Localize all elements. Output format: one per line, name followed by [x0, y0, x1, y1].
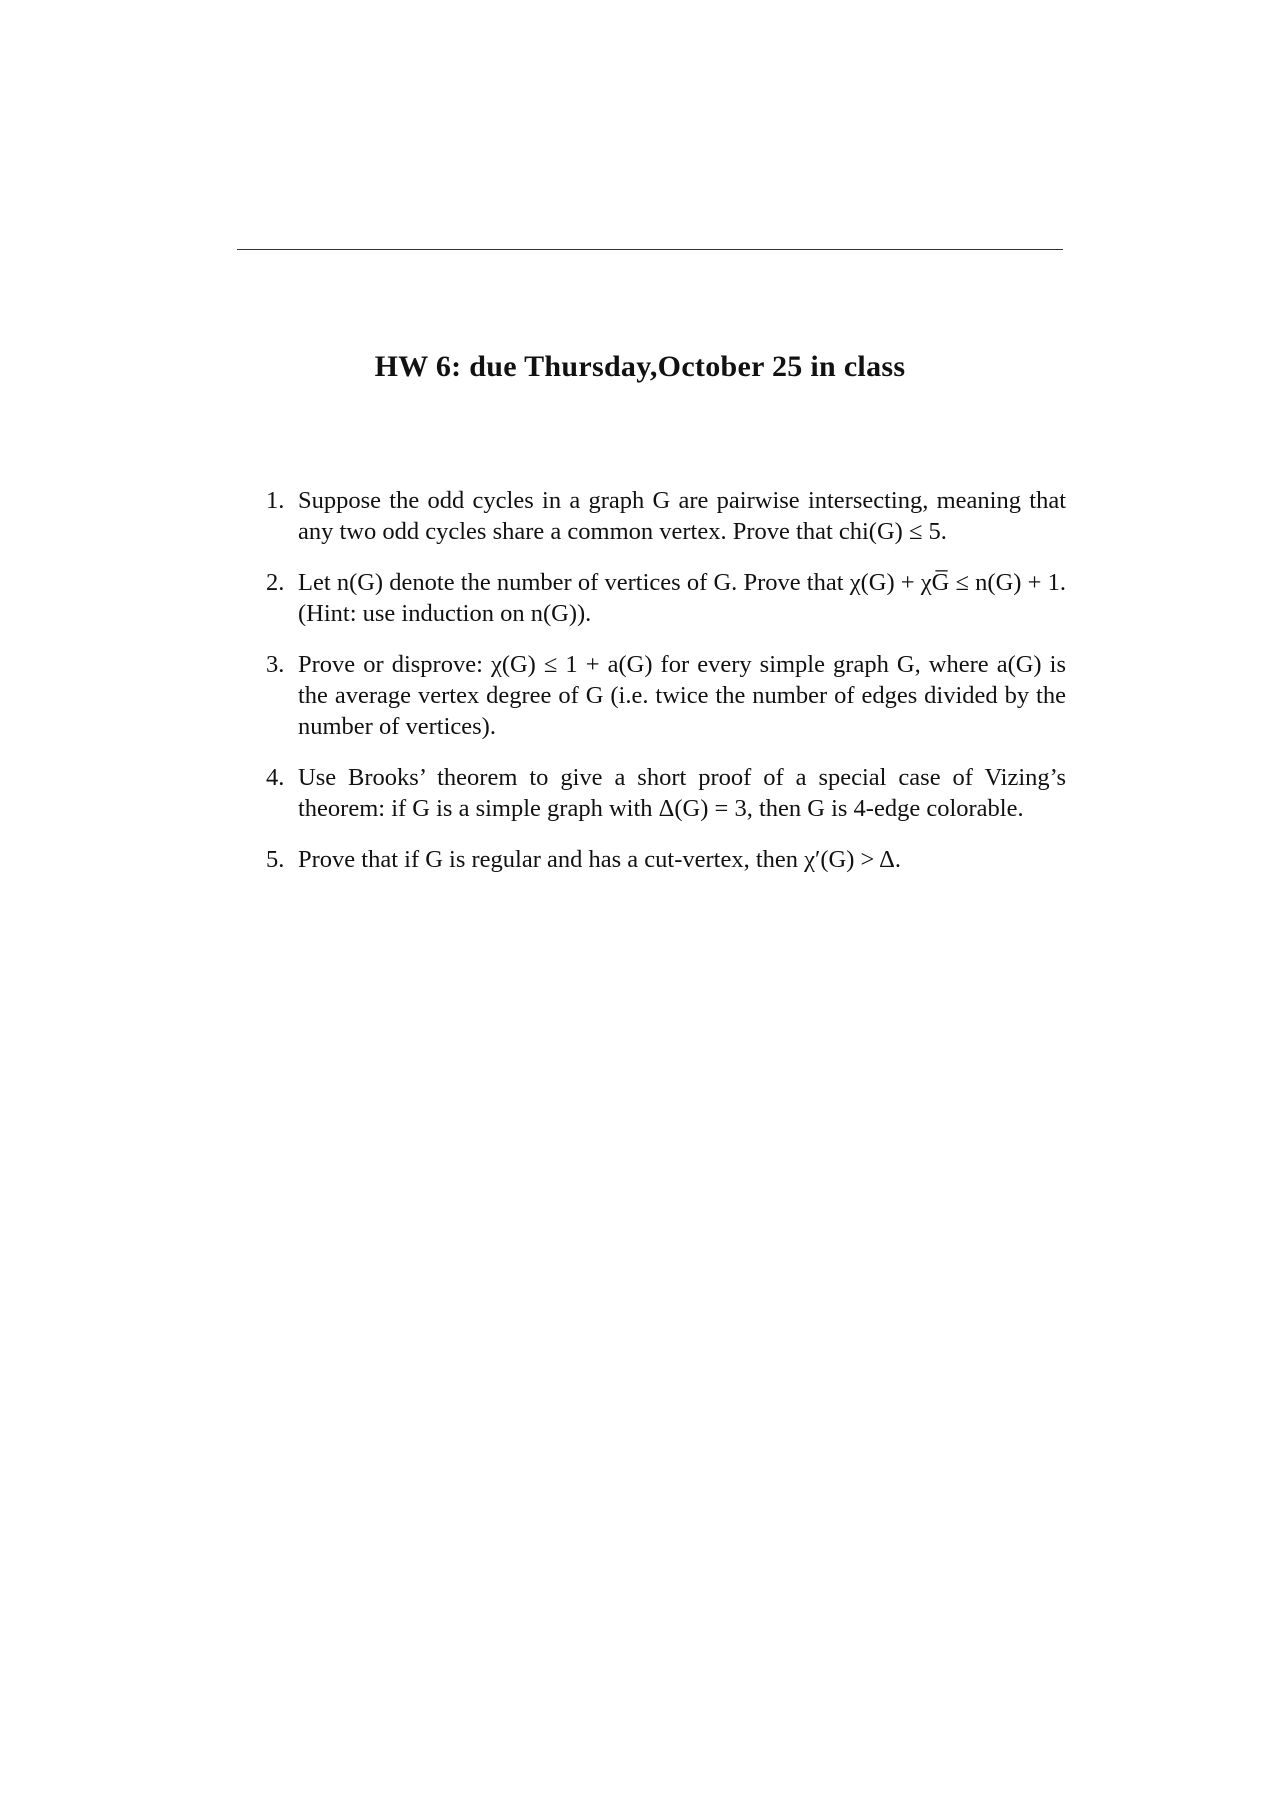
problem-text: Prove or disprove: χ(G) ≤ 1 + a(G) for every simple graph G, where a(G) is the average vertex degree of G (i.e. twice the number of edges divided by the number of vertices).: [298, 651, 1066, 740]
problem-item-3: [266, 649, 1066, 742]
problem-item-1: [266, 485, 1066, 547]
problem-text: Suppose the odd cycles in a graph G are pairwise intersecting, meaning that any two odd cycles share a common vertex. Prove that chi(G) ≤ 5.: [298, 487, 1066, 545]
problem-text: Let n(G) denote the number of vertices of G. Prove that χ(G) + χG̅ ≤ n(G) + 1. (Hint: use induction on n(G)).: [298, 569, 1066, 627]
top-horizontal-rule: [237, 249, 1063, 250]
problem-number: 3.: [266, 651, 285, 678]
problem-number: 4.: [266, 764, 285, 791]
problem-item-4: [266, 762, 1066, 824]
problem-list: [266, 485, 1066, 895]
problem-number: 2.: [266, 569, 285, 596]
problem-item-5: [266, 844, 1066, 875]
problem-number: 1.: [266, 487, 285, 514]
page-title: HW 6: due Thursday,October 25 in class: [374, 350, 906, 384]
problem-item-2: [266, 567, 1066, 629]
problem-text: Prove that if G is regular and has a cut-vertex, then χ′(G) > Δ.: [298, 846, 902, 873]
problem-text: Use Brooks’ theorem to give a short proof of a special case of Vizing’s theorem: if G is a simple graph with Δ(G) = 3, then G is 4-edge colorable.: [298, 764, 1066, 822]
problem-number: 5.: [266, 846, 285, 873]
